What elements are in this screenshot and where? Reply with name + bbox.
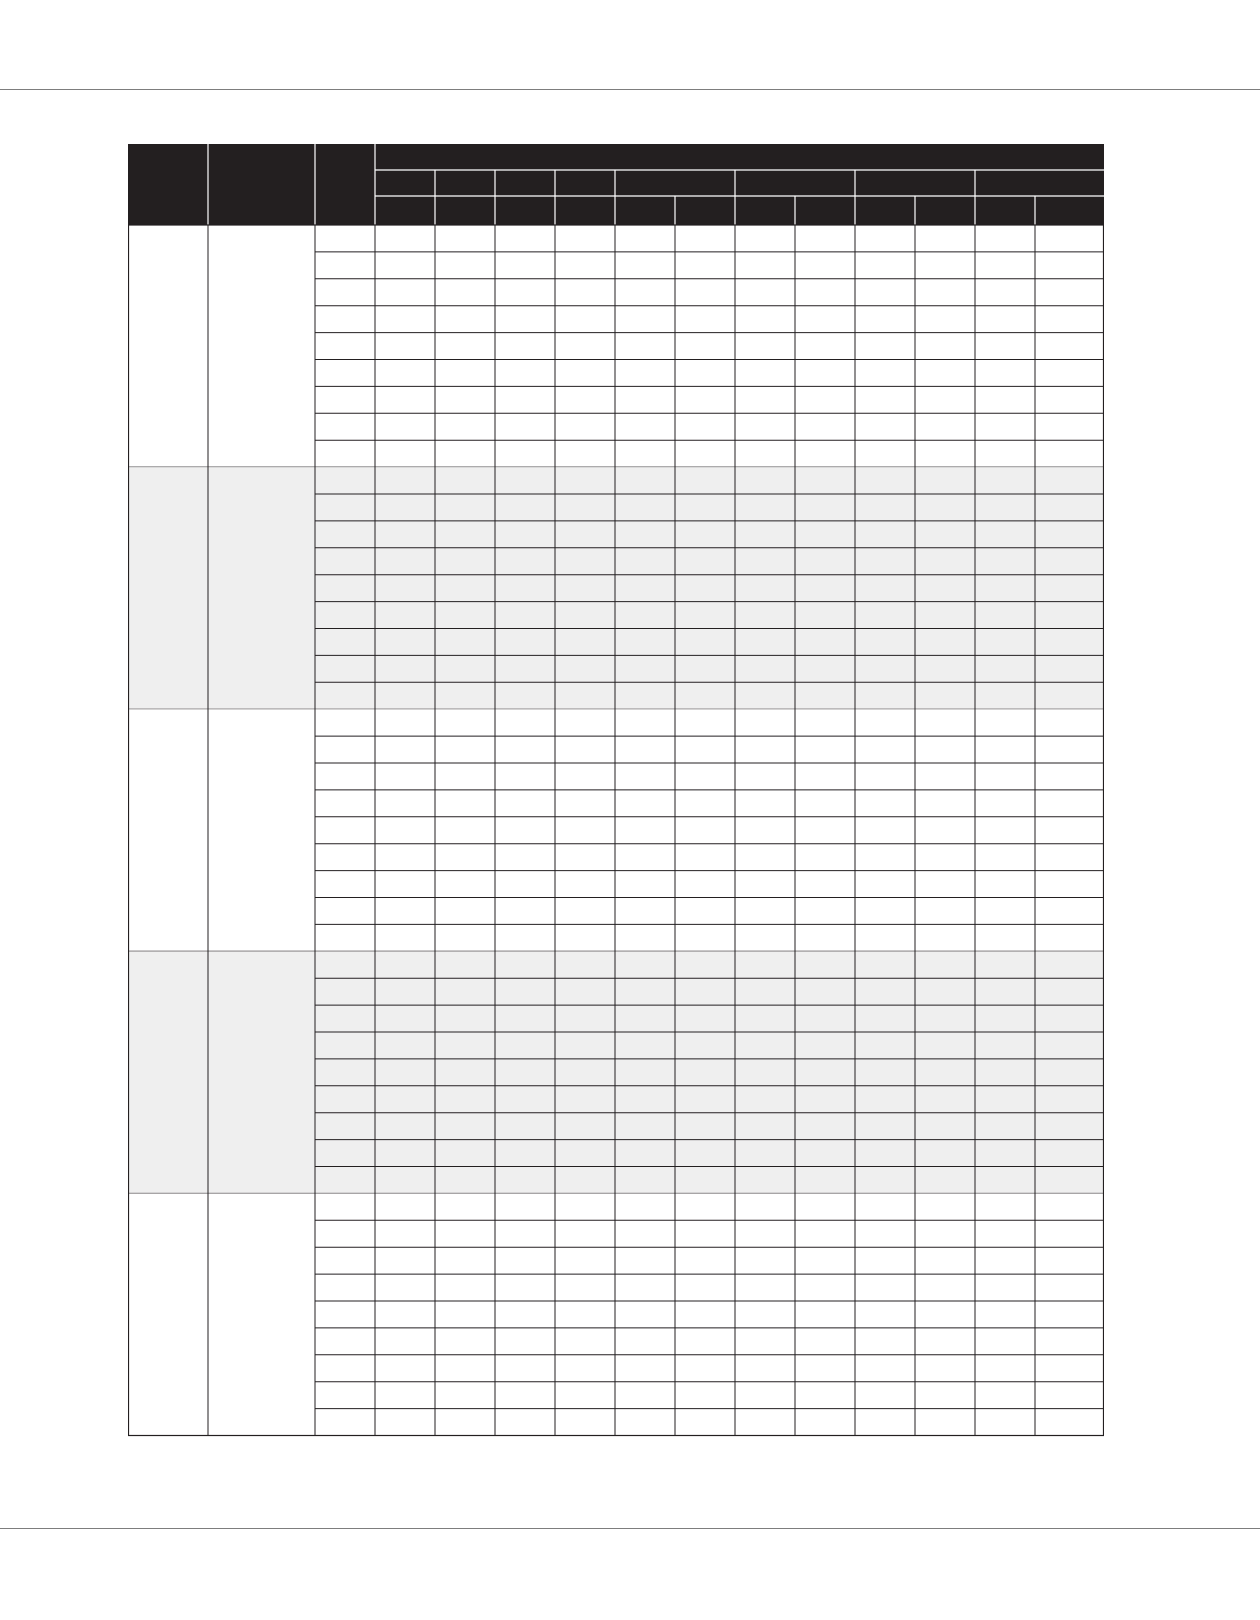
table-grid xyxy=(128,144,1104,1439)
row-group-band-3 xyxy=(128,709,1104,951)
row-group-band-2 xyxy=(128,467,1104,709)
row-group-band-5 xyxy=(128,1193,1104,1435)
top-page-rule xyxy=(0,89,1260,90)
bottom-page-rule xyxy=(0,1528,1260,1529)
blank-grid-table xyxy=(128,144,1104,1439)
row-group-band-1 xyxy=(128,225,1104,467)
row-group-band-4 xyxy=(128,951,1104,1193)
table-header-block xyxy=(128,144,1104,225)
